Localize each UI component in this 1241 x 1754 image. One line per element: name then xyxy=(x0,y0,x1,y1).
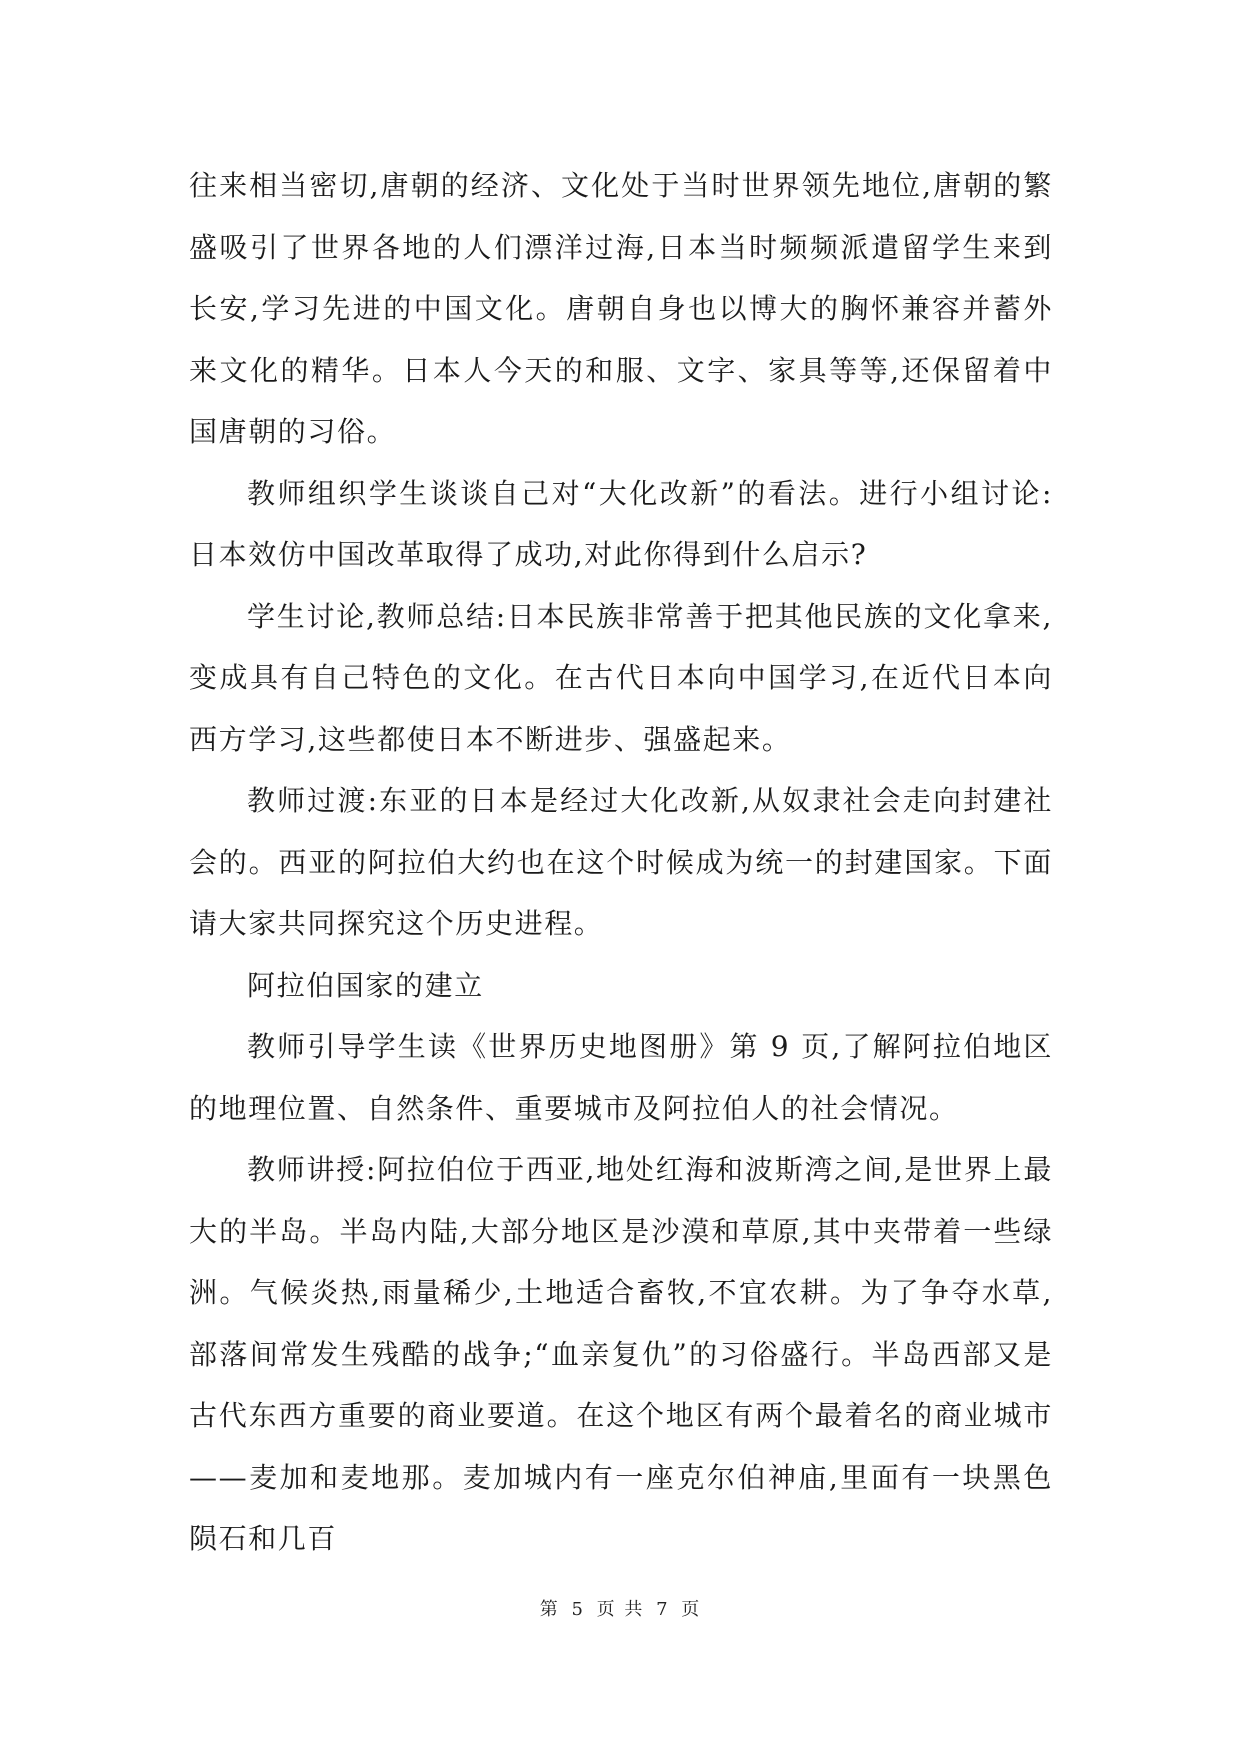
footer-suffix: 页 xyxy=(681,1599,702,1620)
paragraph-teacher-summary: 学生讨论,教师总结:日本民族非常善于把其他民族的文化拿来,变成具有自己特色的文化。在古代日本向中国学习,在近代日本向西方学习,这些都使日本不断进步、强盛起来。 xyxy=(189,599,1053,756)
footer-middle: 页 共 xyxy=(596,1599,645,1620)
paragraph-arabia-lecture: 教师讲授:阿拉伯位于西亚,地处红海和波斯湾之间,是世界上最大的半岛。半岛内陆,大部分地区是沙漠和草原,其中夹带着一些绿洲。气候炎热,雨量稀少,土地适合畜牧,不宜农耕。为了争夺水草,部落间常发生残酷的战争;“血亲复仇”的习俗盛行。半岛西部又是古代东西方重要的商业要道。在这个地区有两个最着名的商业城市——麦加和麦地那。麦加城内有一座克尔伯神庙,里面有一块黑色陨石和几百 xyxy=(189,1153,1053,1555)
paragraph-atlas-reading: 教师引导学生读《世界历史地图册》第 9 页,了解阿拉伯地区的地理位置、自然条件、重要城市及阿拉伯人的社会情况。 xyxy=(189,1030,1053,1125)
page-footer xyxy=(0,1595,1241,1621)
paragraph-taika-reform-discussion: 教师组织学生谈谈自己对“大化改新”的看法。进行小组讨论:日本效仿中国改革取得了成功,对此你得到什么启示? xyxy=(189,476,1053,571)
footer-current-page: 5 xyxy=(571,1599,585,1620)
document-body xyxy=(189,155,1053,1570)
paragraph-tang-culture: 往来相当密切,唐朝的经济、文化处于当时世界领先地位,唐朝的繁盛吸引了世界各地的人们漂洋过海,日本当时频频派遣留学生来到长安,学习先进的中国文化。唐朝自身也以博大的胸怀兼容并蓄外来文化的精华。日本人今天的和服、文字、家具等等,还保留着中国唐朝的习俗。 xyxy=(189,169,1053,448)
footer-total-pages: 7 xyxy=(656,1599,670,1620)
paragraph-teacher-transition: 教师过渡:东亚的日本是经过大化改新,从奴隶社会走向封建社会的。西亚的阿拉伯大约也在这个时候成为统一的封建国家。下面请大家共同探究这个历史进程。 xyxy=(189,784,1053,940)
footer-prefix: 第 xyxy=(539,1599,560,1620)
section-heading-arab-state: 阿拉伯国家的建立 xyxy=(247,968,484,1002)
